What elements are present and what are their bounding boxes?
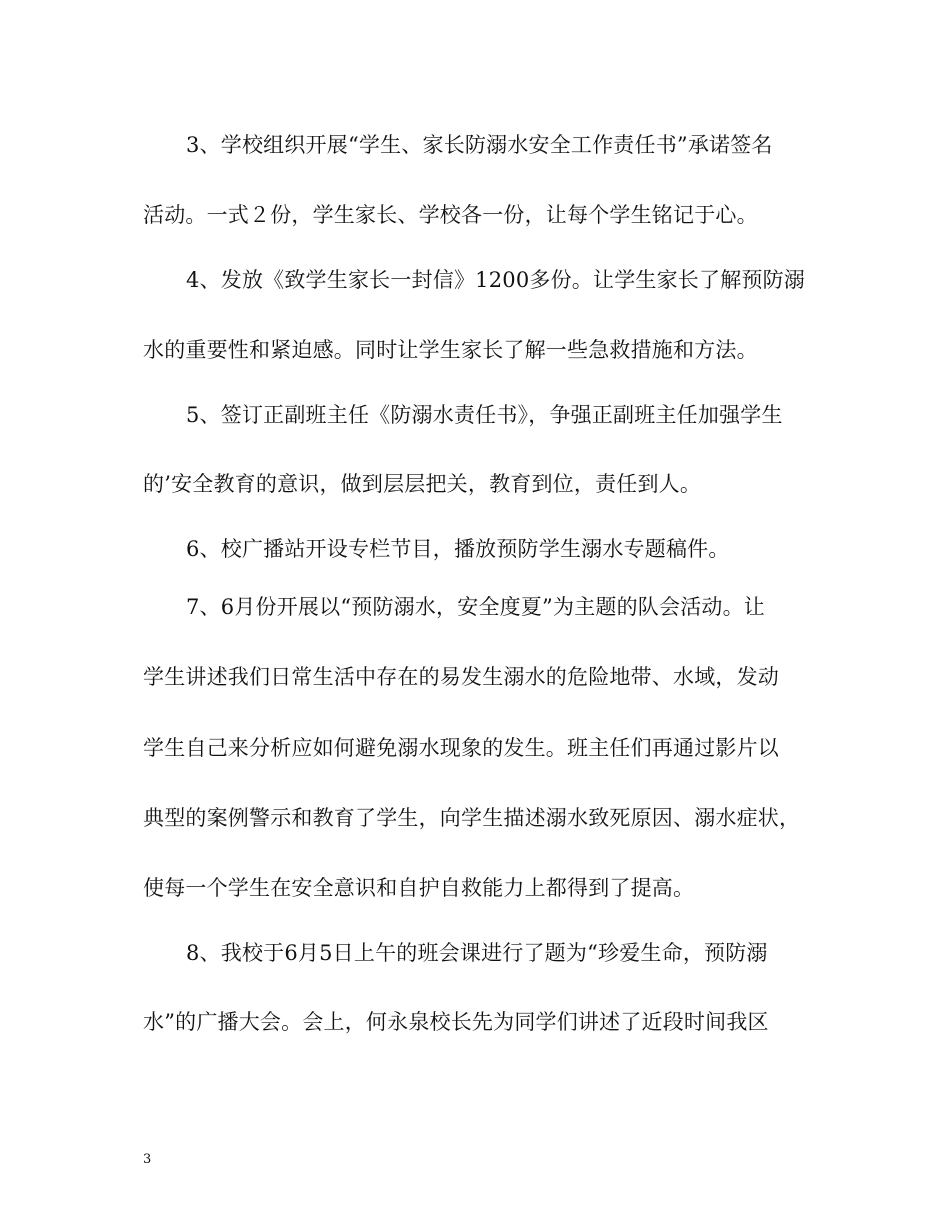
text-line: 使每一个学生在安全意识和自护自救能力上都得到了提高。 — [143, 876, 695, 900]
text-line: 3、学校组织开展“学生、家长防溺水安全工作责任书”承诺签名 — [186, 133, 773, 157]
text-line: 学生自己来分析应如何避免溺水现象的发生。班主任们再通过影片以 — [143, 736, 779, 760]
text-line: 的’安全教育的意识，做到层层把关，教育到位，责任到人。 — [143, 472, 702, 496]
text-line: 活动。一式２份，学生家长、学校各一份，让每个学生铭记于心。 — [143, 203, 758, 227]
text-line: 8、我校于6月5日上午的班会课进行了题为“珍爱生命，预防溺 — [186, 941, 768, 965]
text-line: 7、6月份开展以“预防溺水，安全度夏”为主题的队会活动。让 — [186, 595, 765, 619]
text-line: 5、签订正副班主任《防溺水责任书》，争强正副班主任加强学生 — [186, 403, 783, 427]
text-line: 6、校广播站开设专栏节目，播放预防学生溺水专题稿件。 — [186, 537, 730, 561]
text-line: 水”的广播大会。会上，何永泉校长先为同学们讲述了近段时间我区 — [143, 1010, 769, 1034]
page-number: 3 — [143, 1152, 152, 1167]
text-line: 典型的案例警示和教育了学生，向学生描述溺水致死原因、溺水症状， — [143, 806, 801, 830]
text-line: 水的重要性和紧迫感。同时让学生家长了解一些急救措施和方法。 — [143, 338, 758, 362]
text-line: 学生讲述我们日常生活中存在的易发生溺水的危险地带、水域，发动 — [143, 665, 779, 689]
text-line: 4、发放《致学生家长一封信》1200多份。让学生家长了解预防溺 — [186, 268, 806, 292]
